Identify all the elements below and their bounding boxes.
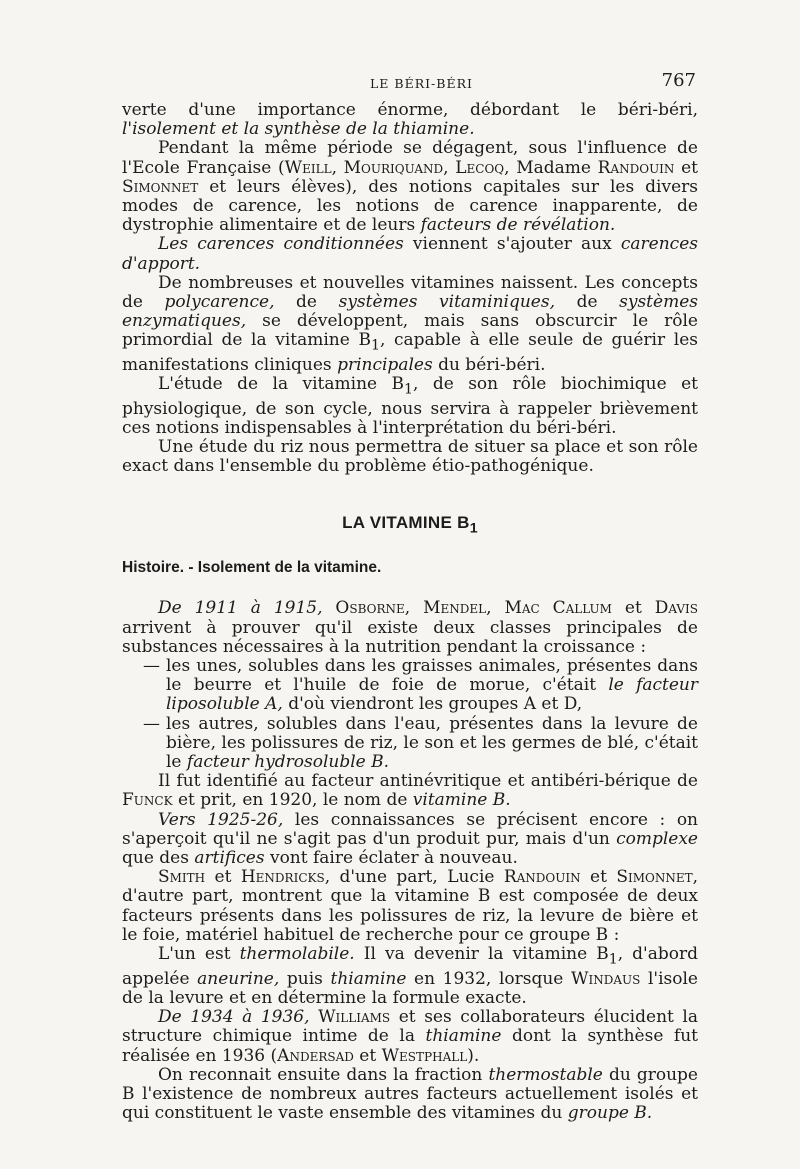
author-name: Simonnet [616, 867, 693, 888]
author-name: Davis [654, 598, 699, 619]
paragraph: verte d'une importance énorme, débordant le béri-béri, l'isolement et la synthèse de la thiamine. [122, 100, 698, 140]
paragraph: On reconnait ensuite dans la fraction thermostable du groupe B l'existence de nombreux autres facteurs actuellement isolés et qui constituent le vaste ensemble des vitamines du groupe B. [122, 1064, 698, 1124]
paragraph: Pendant la même période se dégagent, sous l'influence de l'Ecole Française (Weill, Mouriquand, Lecoq, Madame Randouin et Simonnet et leurs élèves), des notions capitales sur les divers modes de carence, les notions de carence inapparente, de dystrophie alimentaire et de leurs facteurs de révélation. [122, 138, 698, 236]
paragraph: Smith et Hendricks, d'une part, Lucie Randouin et Simonnet, d'autre part, montrent que la vitamine B est composée de deux facteurs présents dans les polissures de riz, la levure de bière et le foie, matériel habituel de recherche pour ce groupe B : [122, 867, 698, 945]
author-name: Randouin [597, 157, 675, 178]
author-name: Osborne [322, 598, 405, 619]
author-name: Lecoq [455, 157, 505, 178]
paragraph: Il fut identifié au facteur antinévritique et antibéri-bérique de Funck et prit, en 1920, le nom de vitamine B. [122, 771, 698, 811]
page-number: 767 [661, 70, 696, 91]
page-header [122, 70, 696, 96]
body-text [122, 101, 698, 1123]
author-name: Randouin [503, 867, 581, 888]
author-name: Mac Callum [504, 598, 612, 619]
author-name: Weill [284, 157, 332, 178]
paragraph: L'étude de la vitamine $B_1$, de son rôle biochimique et physiologique, de son cycle, nous servira à rappeler brièvement ces notions indispensables à l'interprétation du béri-béri. [122, 374, 699, 439]
paragraph: Les carences conditionnées viennent s'ajouter aux carences d'apport. [122, 234, 698, 274]
paragraph: Vers 1925-26, les connaissances se précisent encore : on s'aperçoit qu'il ne s'agit pas d'un produit pur, mais d'un complexe que des artifices vont faire éclater à nouveau. [122, 809, 699, 869]
section-heading: LA VITAMINE $B_1$ [342, 512, 478, 537]
paragraph: De 1911 à 1915, Osborne, Mendel, Mac Callum et Davis arrivent à prouver qu'il existe deux classes principales de substances nécessaires à la nutrition pendant la croissance : [122, 598, 699, 657]
author-name: Windaus [571, 968, 641, 989]
author-name: Simonnet [122, 176, 199, 197]
author-name: Funck [122, 790, 173, 811]
author-name: Westphall [381, 1045, 468, 1066]
author-name: Smith [158, 867, 206, 888]
author-name: Hendricks [240, 867, 325, 888]
paragraph: De 1934 à 1936, Williams et ses collaborateurs élucident la structure chimique intime de la thiamine dont la synthèse fut réalisée en 1936 (Andersad et Westphall). [122, 1007, 699, 1066]
paragraph: L'un est thermolabile. Il va devenir la vitamine $B_1$, d'abord appelée aneurine, puis thiamine en 1932, lorsque Windaus l'isole de la levure et en détermine la formule exacte. [122, 944, 698, 1008]
dash-bullet: — [143, 656, 160, 677]
paragraph: Une étude du riz nous permettra de situer sa place et son rôle exact dans l'ensemble du problème étio-pathogénique. [122, 437, 698, 477]
author-name: Andersad [277, 1045, 354, 1066]
author-name: Mouriquand [343, 157, 444, 178]
author-name: Williams [309, 1007, 391, 1028]
running-title: LE BÉRI-BÉRI [370, 76, 473, 91]
author-name: Mendel [423, 598, 487, 619]
list-item: — les autres, solubles dans l'eau, présentes dans la levure de bière, les polissures de riz, le son et les germes de blé, c'était le facteur hydrosoluble B. [122, 715, 698, 773]
list-item: — les unes, solubles dans les graisses animales, présentes dans le beurre et l'huile de foie de morue, c'était le facteur liposoluble A, d'où viendront les groupes A et D, [122, 657, 698, 715]
dash-bullet: — [143, 713, 160, 734]
paragraph: De nombreuses et nouvelles vitamines naissent. Les concepts de polycarence, de systèmes vitaminiques, de systèmes enzymatiques, se développent, mais sans obscurcir le rôle primordial de la vitamine $B_1$, capable à elle seule de guérir les manifestations cliniques principales du béri-béri. [122, 272, 698, 376]
subsection-heading: Histoire. - Isolement de la vitamine. [122, 559, 382, 577]
